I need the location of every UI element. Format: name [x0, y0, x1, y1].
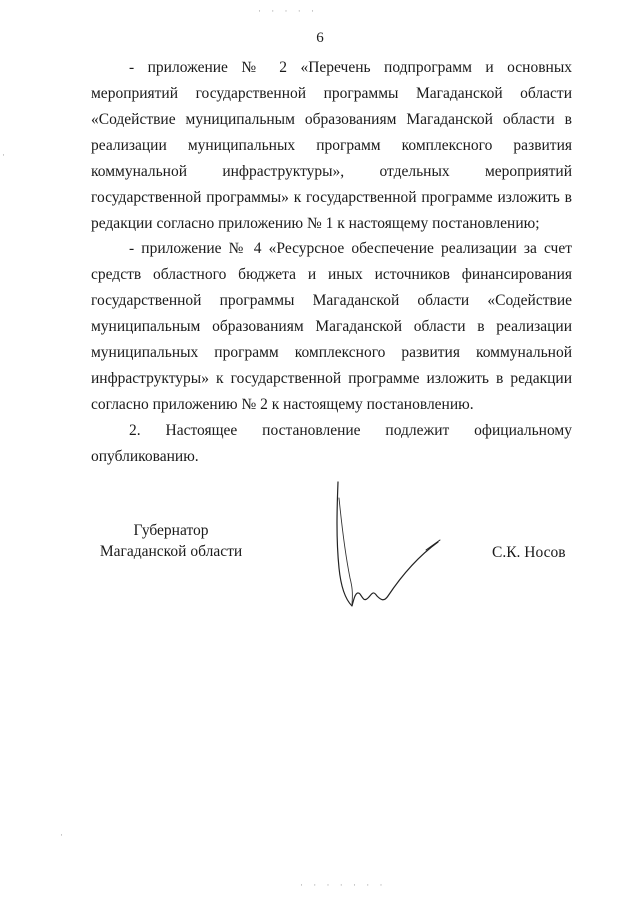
signatory-title: Губернатор: [133, 522, 209, 539]
signatory-name: С.К. Носов: [492, 544, 566, 561]
paragraph-appendix-2: - приложение № 2 «Перечень подпрограмм и основных мероприятий государственной программы Магаданской области «Содействие муниципальным образованиям Магаданской области в реализации муниципальных программ комплексного развития коммунальной инфраструктуры», отдельных мероприятий государственной программы» к государственной программе изложить в редакции согласно приложению № 1 к настоящему постановлению;: [91, 59, 572, 232]
paragraph-publication: 2. Настоящее постановление подлежит официальному опубликованию.: [91, 422, 572, 465]
scan-artifact: ·: [2, 150, 9, 160]
scan-artifact: · · · · · · ·: [300, 880, 387, 890]
signatory-position: [91, 520, 251, 562]
scan-artifact: ·: [60, 830, 67, 840]
handwritten-signature: [326, 478, 456, 618]
signatory-region: Магаданской области: [99, 543, 243, 560]
scan-artifact: · · · · ·: [258, 6, 318, 16]
page-number: 6: [316, 30, 324, 46]
paragraph-appendix-4: - приложение № 4 «Ресурсное обеспечение реализации за счет средств областного бюджета и иных источников финансирования государственной программы Магаданской области «Содействие муниципальным образованиям Магаданской области в реализации муниципальных программ комплексного развития коммунальной инфраструктуры» к государственной программе изложить в редакции согласно приложению № 2 к настоящему постановлению.: [91, 240, 572, 413]
